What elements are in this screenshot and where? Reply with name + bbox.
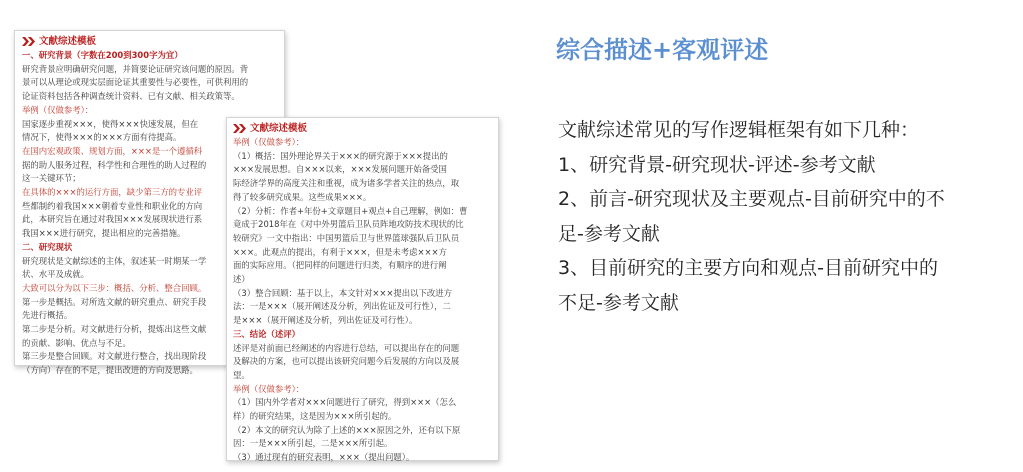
doc-line: 我国×××进行研究，提出相应的完善措施。 xyxy=(22,228,186,239)
doc-line: 二、研究现状 xyxy=(22,241,73,252)
doc-body xyxy=(233,136,492,465)
doc-line: 际经济学界的高度关注和重视，成为诸多学者关注的热点，取 xyxy=(233,178,460,189)
doc-line: 是×××（展开阐述及分析，列出佐证及可行性）。 xyxy=(233,315,418,326)
doc-line: （3）通过现有的研究表明，×××（提出问题）。 xyxy=(233,452,415,463)
doc-line: （1）概括：国外理论界关于×××的研究源于×××提出的 xyxy=(233,150,448,161)
doc-line: 较研究》一文中指出：中国男篮后卫与世界篮球强队后卫队员 xyxy=(233,232,460,243)
doc-line: 第三步是整合回顾。对文献进行整合，找出现阶段 xyxy=(22,351,207,362)
doc-line: 举例（仅做参考）： xyxy=(233,137,305,147)
doc-line: 先进行概括。 xyxy=(22,310,73,321)
doc-line: 此，本研究旨在通过对我国×××发展现状进行系 xyxy=(22,214,203,225)
doc-title-text: 文献综述模板 xyxy=(39,36,97,47)
doc-line: （方向）存在的不足，提出改进的方向及思路。 xyxy=(22,365,198,376)
doc-line: 举例（仅做参考）： xyxy=(22,104,94,115)
doc-line: 得了较多研究成果。这些成果×××。 xyxy=(233,191,372,202)
double-chevron-icon xyxy=(233,124,246,133)
doc-line: （2）分析：作者+年份+文章题目+观点+自己理解，例如：曹 xyxy=(233,205,468,216)
framework-list-line: 1、研究背景-研究现状-评述-参考文献 xyxy=(558,153,876,176)
doc-line: （3）整合回顾：基于以上，本文针对×××提出以下改进方 xyxy=(233,287,453,298)
doc-line: 三、结论（述评） xyxy=(233,328,300,339)
doc-line: 样）的研究结果，这是因为×××所引起的。 xyxy=(233,411,397,422)
doc-line: （2）本文的研究认为除了上述的×××原因之外，还有以下原 xyxy=(233,424,461,435)
doc-line: 些都制约着我国×××朝着专业性和职业化的方向 xyxy=(22,200,203,211)
doc-line: 状、水平及成就。 xyxy=(22,269,89,280)
doc-line: 第一步是概括。对所选文献的研究重点、研究手段 xyxy=(22,296,207,307)
doc-line: 研究现状是文献综述的主体，叙述某一时期某一学 xyxy=(22,255,207,266)
doc-line: 因：一是×××所引起，二是×××所引起。 xyxy=(233,438,393,449)
doc-line: 望。 xyxy=(233,369,250,380)
doc-title xyxy=(233,122,492,135)
doc-line: 的贡献、影响、优点与不足。 xyxy=(22,337,131,348)
doc-line: 景可以从理论或现实层面论证其重要性与必要性，可供利用的 xyxy=(22,77,249,88)
doc-line: 论证资料包括各种调查统计资料、已有文献、相关政策等。 xyxy=(22,91,240,102)
doc-line: 面的实际应用。（把同样的问题进行归类，有顺序的进行阐 xyxy=(233,260,447,271)
framework-list-line: 3、目前研究的主要方向和观点-目前研究中的 xyxy=(558,257,938,280)
doc-line: 大致可以分为以下三步：概括、分析、整合回顾。 xyxy=(22,282,207,293)
doc-line: 举例（仅做参考）： xyxy=(233,383,305,394)
doc-title xyxy=(22,35,278,48)
doc-title-text: 文献综述模板 xyxy=(250,123,308,134)
doc-line: 述） xyxy=(233,274,250,285)
doc-line: 据的助人服务过程，科学性和合理性的助人过程的 xyxy=(22,159,207,170)
framework-list-line: 2、前言-研究现状及主要观点-目前研究中的不 xyxy=(558,188,945,211)
doc-line: 情况下，使得×××的×××方面有待提高。 xyxy=(22,132,182,143)
slide-heading: 综合描述+客观评述 xyxy=(556,36,769,64)
doc-line: 及解决的方案，也可以提出该研究问题今后发展的方向以及展 xyxy=(233,356,460,367)
doc-line: 在具体的×××的运行方面，缺少第三方的专业评 xyxy=(22,187,203,198)
doc-line: ×××发展思想。自×××以来，×××发展问题开始备受国 xyxy=(233,164,447,175)
framework-list xyxy=(558,113,1008,321)
doc-line: 这一关键环节； xyxy=(22,173,81,184)
doc-line: ×××。此观点的提出，有利于×××，但是未考虑×××方 xyxy=(233,246,447,257)
doc-line: 一、研究背景（字数在200到300字为宜） xyxy=(22,50,183,60)
doc-line: 国家逐步重视×××，使得×××快速发展，但在 xyxy=(22,118,199,129)
doc-line: 竟成于2018年在《对中外男篮后卫队员阵地攻防技术现状的比 xyxy=(233,219,464,230)
doc-line: （1）国内外学者对×××问题进行了研究，得到×××（怎么 xyxy=(233,397,457,408)
doc-line: 述评是对前面已经阐述的内容进行总结，可以提出存在的问题 xyxy=(233,342,460,353)
framework-list-line: 不足-参考文献 xyxy=(558,291,679,314)
doc-line: 在国内宏观政策、规划方面，×××是一个遵循科 xyxy=(22,145,203,156)
framework-list-line: 文献综述常见的写作逻辑框架有如下几种： xyxy=(558,119,920,141)
double-chevron-icon xyxy=(22,37,35,46)
doc-line: 法：一是×××（展开阐述及分析，列出佐证及可行性），二 xyxy=(233,301,451,312)
doc-line: 第二步是分析。对文献进行分析，提炼出这些文献 xyxy=(22,324,207,335)
framework-list-line: 足-参考文献 xyxy=(558,222,660,245)
doc-line: 研究背景应明确研究问题，并简要论证研究该问题的原因。背 xyxy=(22,63,249,74)
document-template-page-2 xyxy=(226,117,499,461)
